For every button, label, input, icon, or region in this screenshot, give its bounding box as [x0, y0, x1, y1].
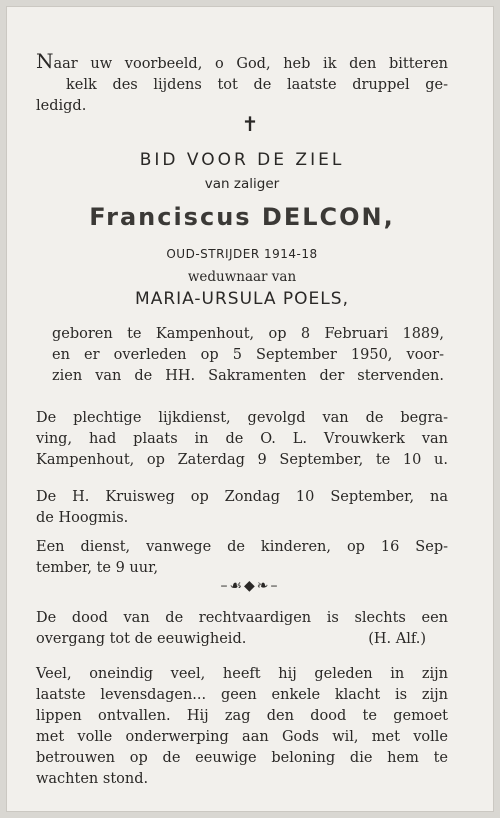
ornament-divider: –☙◆❧–: [220, 578, 280, 594]
given-name: Franciscus: [89, 203, 252, 231]
verse-initial: N: [36, 49, 54, 73]
quote-line-2: overgang tot de eeuwigheid. (H. Alf.): [36, 629, 448, 650]
closing-paragraph: [36, 664, 448, 790]
verse-line-1: Naar uw voorbeeld, o God, heb ik den bitteren: [36, 49, 448, 73]
closing-line-6: wachten stond.: [36, 771, 149, 787]
dienst-line-1: Een dienst, vanwege de kinderen, op 16 Sep-: [36, 539, 448, 555]
dienst-line-2: tember, te 9 uur,: [36, 560, 159, 576]
life-line-3: zien van de HH. Sakramenten der stervenden.: [52, 368, 444, 384]
deceased-name: [36, 202, 448, 232]
opening-verse: [36, 49, 448, 117]
life-line-2: en er overleden op 5 September 1950, voor-: [52, 347, 444, 363]
prayer-heading: BID VOOR DE ZIEL: [139, 150, 345, 170]
veteran-line: OUD-STRIJDER 1914-18: [166, 247, 318, 261]
life-line-1: geboren te Kampenhout, op 8 Februari 1889,: [52, 326, 444, 342]
family-name: DELCON,: [261, 203, 395, 231]
funeral-line-3: Kampenhout, op Zaterdag 9 September, te 10 u.: [36, 452, 448, 468]
quote-source: (H. Alf.): [368, 631, 426, 647]
spouse-name: MARIA-URSULA POELS,: [135, 289, 349, 309]
funeral-paragraph: [36, 408, 448, 471]
van-zaliger: van zaliger: [204, 176, 280, 192]
funeral-line-2: ving, had plaats in de O. L. Vrouwkerk van: [36, 431, 448, 447]
dienst-paragraph: [36, 537, 448, 579]
closing-line-5: betrouwen op de eeuwige beloning die hem te: [36, 750, 448, 766]
kruisweg-line-1: De H. Kruisweg op Zondag 10 September, na: [36, 489, 448, 505]
quote-paragraph: [36, 608, 448, 650]
closing-line-1: Veel, oneindig veel, heeft hij geleden in zijn: [36, 666, 448, 682]
closing-line-2: laatste levensdagen... geen enkele klacht is zijn: [36, 687, 448, 703]
quote-line-1: De dood van de rechtvaardigen is slechts een: [36, 610, 448, 626]
cross-icon: ✝: [241, 112, 259, 136]
verse-line-3: ledigd.: [36, 98, 87, 114]
widower-line: weduwnaar van: [187, 269, 297, 285]
closing-line-4: met volle onderwerping aan Gods wil, met volle: [36, 729, 448, 745]
verse-line-2: kelk des lijdens tot de laatste druppel ge-: [66, 77, 448, 93]
closing-line-3: lippen ontvallen. Hij zag den dood te gemoet: [36, 708, 448, 724]
funeral-line-1: De plechtige lijkdienst, gevolgd van de begra-: [36, 410, 448, 426]
kruisweg-paragraph: [36, 487, 448, 529]
kruisweg-line-2: de Hoogmis.: [36, 510, 129, 526]
life-paragraph: [52, 324, 444, 387]
